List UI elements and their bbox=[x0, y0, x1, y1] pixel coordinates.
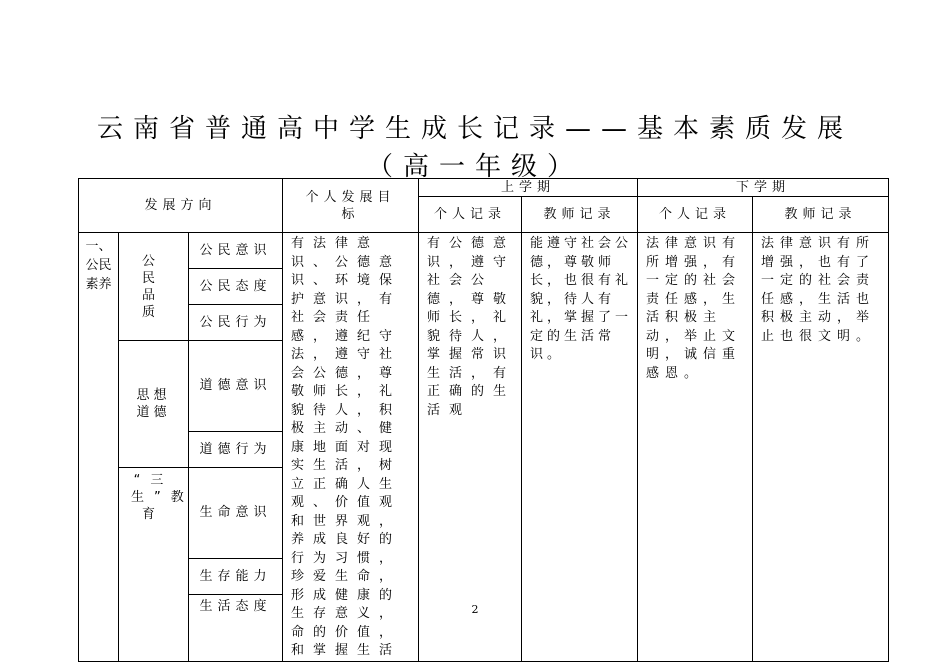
term2-teacher-text: 法律意识有所增强，也有了一定的社会责任感，生活也积极主动，举止也很文明。 bbox=[753, 233, 889, 662]
subcategory-0: 公民品质 bbox=[119, 233, 189, 341]
item-0-2: 公民行为 bbox=[189, 305, 283, 341]
item-0-0: 公民意识 bbox=[189, 233, 283, 269]
item-1-1: 道德行为 bbox=[189, 431, 283, 467]
item-2-0: 生命意识 bbox=[189, 467, 283, 558]
term1-teacher-text: 能遵守社会公德，尊敬师长，也很有礼貌，待人有礼，掌握了一定的生活常识。 bbox=[522, 233, 638, 662]
header-term1-teacher: 教师记录 bbox=[522, 197, 638, 233]
header-goal: 个人发展目标 bbox=[283, 179, 419, 233]
category-cell: 一、公民素养 bbox=[79, 233, 119, 662]
header-term2-personal: 个人记录 bbox=[638, 197, 753, 233]
page-number: 2 bbox=[471, 603, 479, 616]
item-0-1: 公民态度 bbox=[189, 269, 283, 305]
header-term2-teacher: 教师记录 bbox=[753, 197, 889, 233]
subcategory-2: “三生”教育 bbox=[119, 467, 189, 661]
term1-personal-text: 有公德意识，遵守社会公德，尊敬师长，礼貌待人，掌握常识生活，有正确的生活观 bbox=[419, 233, 522, 662]
item-2-2: 生活态度 bbox=[189, 594, 283, 661]
header-first-term: 上学期 bbox=[419, 179, 638, 197]
item-1-0: 道德意识 bbox=[189, 341, 283, 432]
term2-personal-text: 法律意识有所增强，有一定的社会责任感，生活积极主动，举止文明，诚信重感恩。 bbox=[638, 233, 753, 662]
document-title: 云南省普通高中学生成长记录——基本素质发展 bbox=[96, 114, 853, 144]
header-term1-personal: 个人记录 bbox=[419, 197, 522, 233]
header-second-term: 下学期 bbox=[638, 179, 889, 197]
header-direction: 发展方向 bbox=[79, 179, 283, 233]
record-table bbox=[78, 178, 889, 662]
document-subtitle: （高一年级） bbox=[366, 152, 583, 182]
item-2-1: 生存能力 bbox=[189, 558, 283, 594]
goal-text: 有法律意识、公德意识、环境保护意识，有社会责任感，遵纪守法，遵守社会公德，尊敬师长，礼貌待人，积极主动、健康地面对现实生活，树立正确人生观、价值观和世界观，养成良好的行为习惯，珍爱生命，形成健康的生存意义，命的价值，和掌握生活 bbox=[283, 233, 419, 662]
subcategory-1: 思想道德 bbox=[119, 341, 189, 468]
